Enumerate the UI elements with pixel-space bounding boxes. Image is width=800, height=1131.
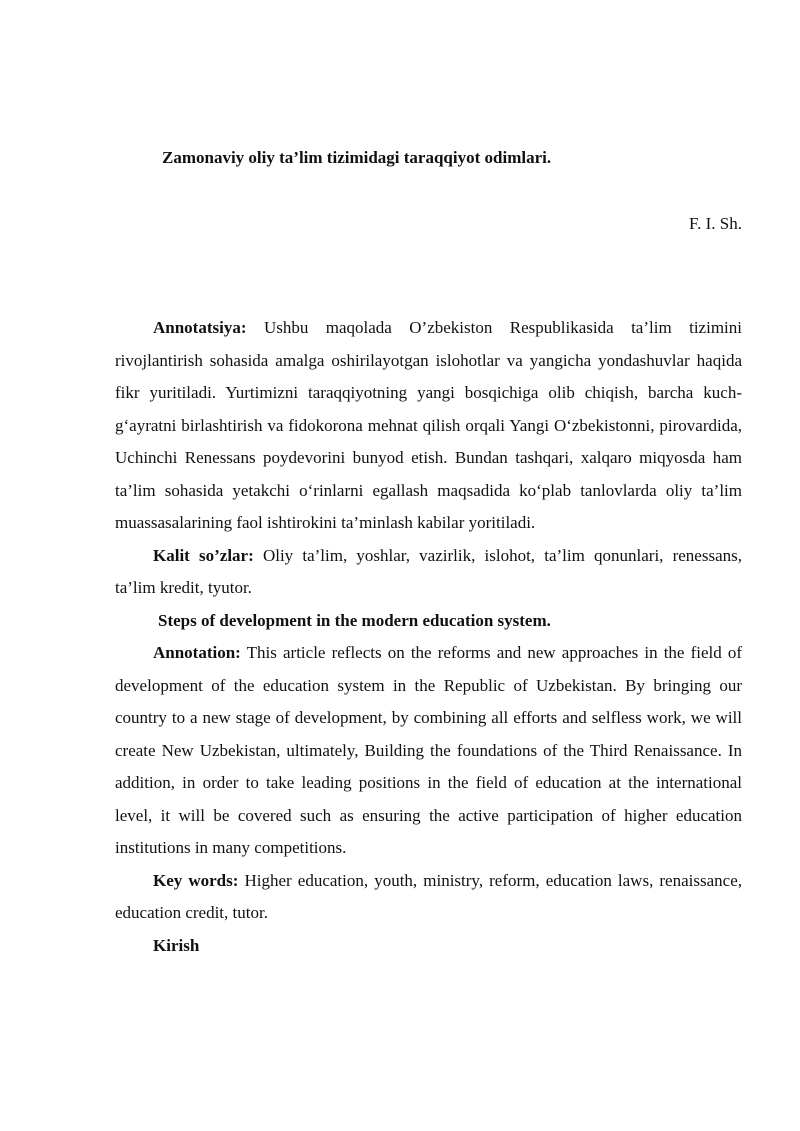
- author-initials: F. I. Sh.: [689, 214, 742, 233]
- annotation-en-text: This article reflects on the reforms and new approaches in the field of development of the education system in the Republic of Uzbekistan. By bringing our country to a new stage of development, by combining all efforts and selfless work, we will create New Uzbekistan, ultimately, Building the foundations of the Third Renaissance. In addition, in order to take leading positions in the field of education at the international level, it will be covered such as ensuring the active participation of higher education institutions in many competitions.: [115, 643, 742, 857]
- annotation-uz-label: Annotatsiya:: [153, 318, 247, 337]
- keywords-en-text: Higher education, youth, ministry, reform, education laws, renaissance, education credit, tutor.: [115, 870, 742, 922]
- annotation-en-paragraph: [115, 637, 742, 865]
- annotation-en-label: Annotation:: [153, 643, 241, 662]
- keywords-en-label: Key words:: [153, 870, 239, 890]
- keywords-en-paragraph: [115, 865, 742, 930]
- article-title: Zamonaviy oliy ta’lim tizimidagi taraqqiyot odimlari.: [162, 148, 552, 167]
- english-title: Steps of development in the modern education system.: [158, 610, 551, 630]
- keywords-uz-text: Oliy ta’lim, yoshlar, vazirlik, islohot, ta’lim qonunlari, renessans, ta’lim kredit, tyutor.: [115, 545, 742, 597]
- keywords-uz-label: Kalit so’zlar:: [153, 545, 254, 565]
- intro-heading: Kirish: [153, 935, 200, 955]
- article-body: [115, 312, 742, 962]
- keywords-uz-paragraph: [115, 540, 742, 605]
- annotation-uz-paragraph: [115, 312, 742, 540]
- annotation-uz-text: Ushbu maqolada O’zbekiston Respublikasida ta’lim tizimini rivojlantirish sohasida amalga oshirilayotgan islohotlar va yangicha yondashuvlar haqida fikr yuritiladi. Yurtimizni taraqqiyotning yangi bosqichiga olib chiqish, barcha kuch-g‘ayratni birlashtirish va fidokorona mehnat qilish orqali Yangi O‘zbekistonni, pirovardida, Uchinchi Renessans poydevorini bunyod etish. Bundan tashqari, xalqaro miqyosda ham ta’lim sohasida yetakchi o‘rinlarni egallash maqsadida ko‘plab tanlovlarda oliy ta’lim muassasalarining faol ishtirokini ta’minlash kabilar yoritiladi.: [115, 318, 742, 532]
